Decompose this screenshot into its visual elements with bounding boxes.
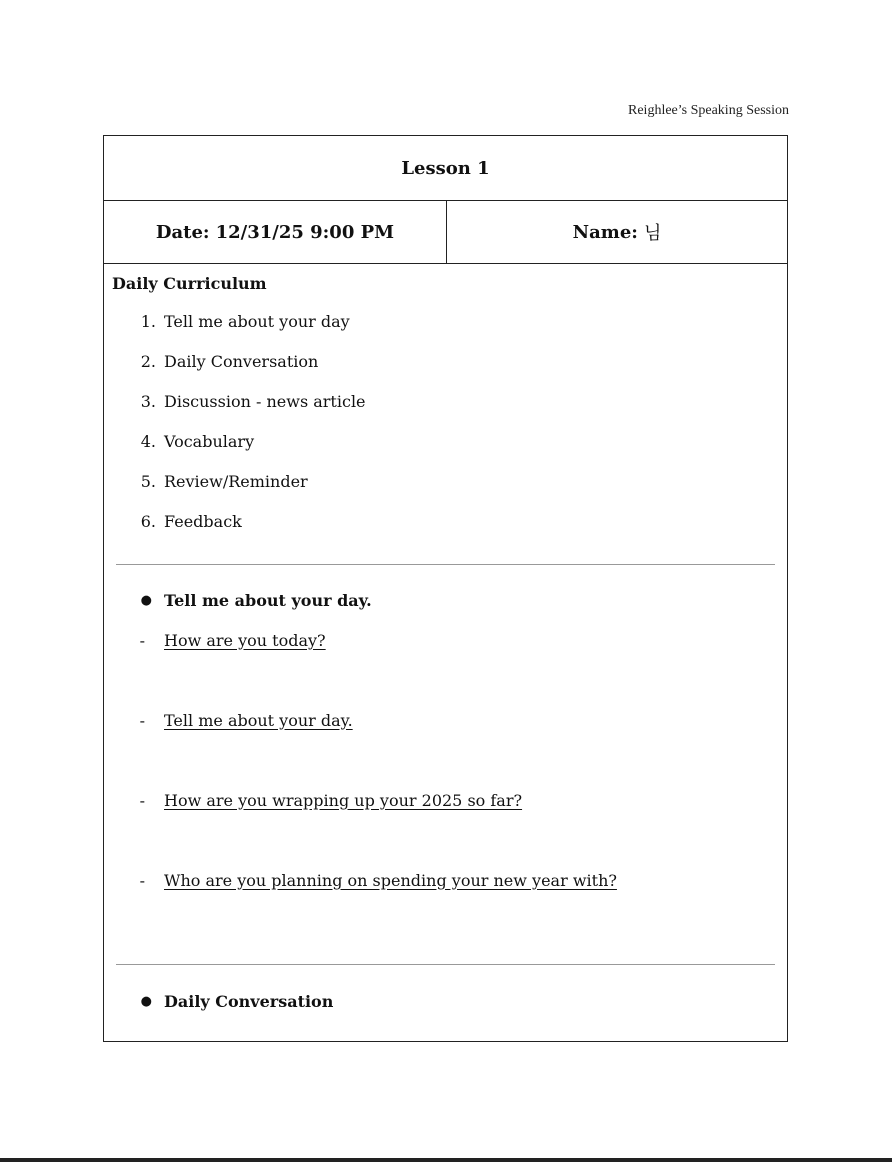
section-heading-tell-me-about-your-day: [112, 580, 779, 620]
list-item-number: 1.: [140, 311, 156, 331]
list-item-number: 6.: [140, 511, 156, 531]
section-heading-daily-conversation: [112, 981, 779, 1021]
section-divider: [116, 564, 775, 565]
dash-marker: -: [139, 710, 145, 730]
list-item-number: 3.: [140, 391, 156, 411]
question-text: How are you today?: [164, 630, 326, 650]
question-item: [112, 700, 779, 740]
list-item: [112, 381, 779, 421]
section-title: Tell me about your day.: [164, 590, 372, 610]
lesson-sheet: [103, 135, 788, 1042]
name-value: 님: [643, 223, 662, 244]
list-item-label: Daily Conversation: [164, 351, 319, 371]
dash-marker: -: [139, 790, 145, 810]
lesson-meta-row: [104, 201, 787, 264]
list-item-number: 5.: [140, 471, 156, 491]
section-divider: [116, 964, 775, 965]
list-item-label: Tell me about your day: [164, 311, 350, 331]
list-item-label: Feedback: [164, 511, 242, 531]
list-item-number: 2.: [140, 351, 156, 371]
question-text: Tell me about your day.: [164, 710, 353, 730]
name-label: Name:: [572, 221, 638, 243]
lesson-title: Lesson 1: [104, 136, 787, 201]
question-item: [112, 620, 779, 660]
curriculum-heading: Daily Curriculum: [112, 274, 267, 293]
date-cell: [104, 201, 447, 263]
lesson-content: [104, 274, 787, 1021]
question-item: [112, 780, 779, 820]
question-item: [112, 860, 779, 900]
date-value: 12/31/25 9:00 PM: [215, 221, 395, 243]
list-item-label: Vocabulary: [164, 431, 255, 451]
list-item-label: Review/Reminder: [164, 471, 308, 491]
list-item-label: Discussion - news article: [164, 391, 366, 411]
question-text: How are you wrapping up your 2025 so far?: [164, 790, 523, 810]
list-item-number: 4.: [140, 431, 156, 451]
list-item: [112, 461, 779, 501]
date-label: Date:: [155, 221, 210, 243]
session-header-note: Reighlee’s Speaking Session: [628, 103, 789, 118]
bullet-icon: ●: [140, 592, 152, 608]
list-item: [112, 501, 779, 541]
page-bottom-border: [0, 1158, 892, 1162]
name-cell: [447, 201, 787, 263]
list-item: [112, 301, 779, 341]
dash-marker: -: [139, 630, 145, 650]
question-text: Who are you planning on spending your new year with?: [164, 870, 617, 890]
list-item: [112, 421, 779, 461]
dash-marker: -: [139, 870, 145, 890]
curriculum-list: [112, 301, 779, 541]
bullet-icon: ●: [140, 993, 152, 1009]
section-title: Daily Conversation: [164, 991, 334, 1011]
list-item: [112, 341, 779, 381]
